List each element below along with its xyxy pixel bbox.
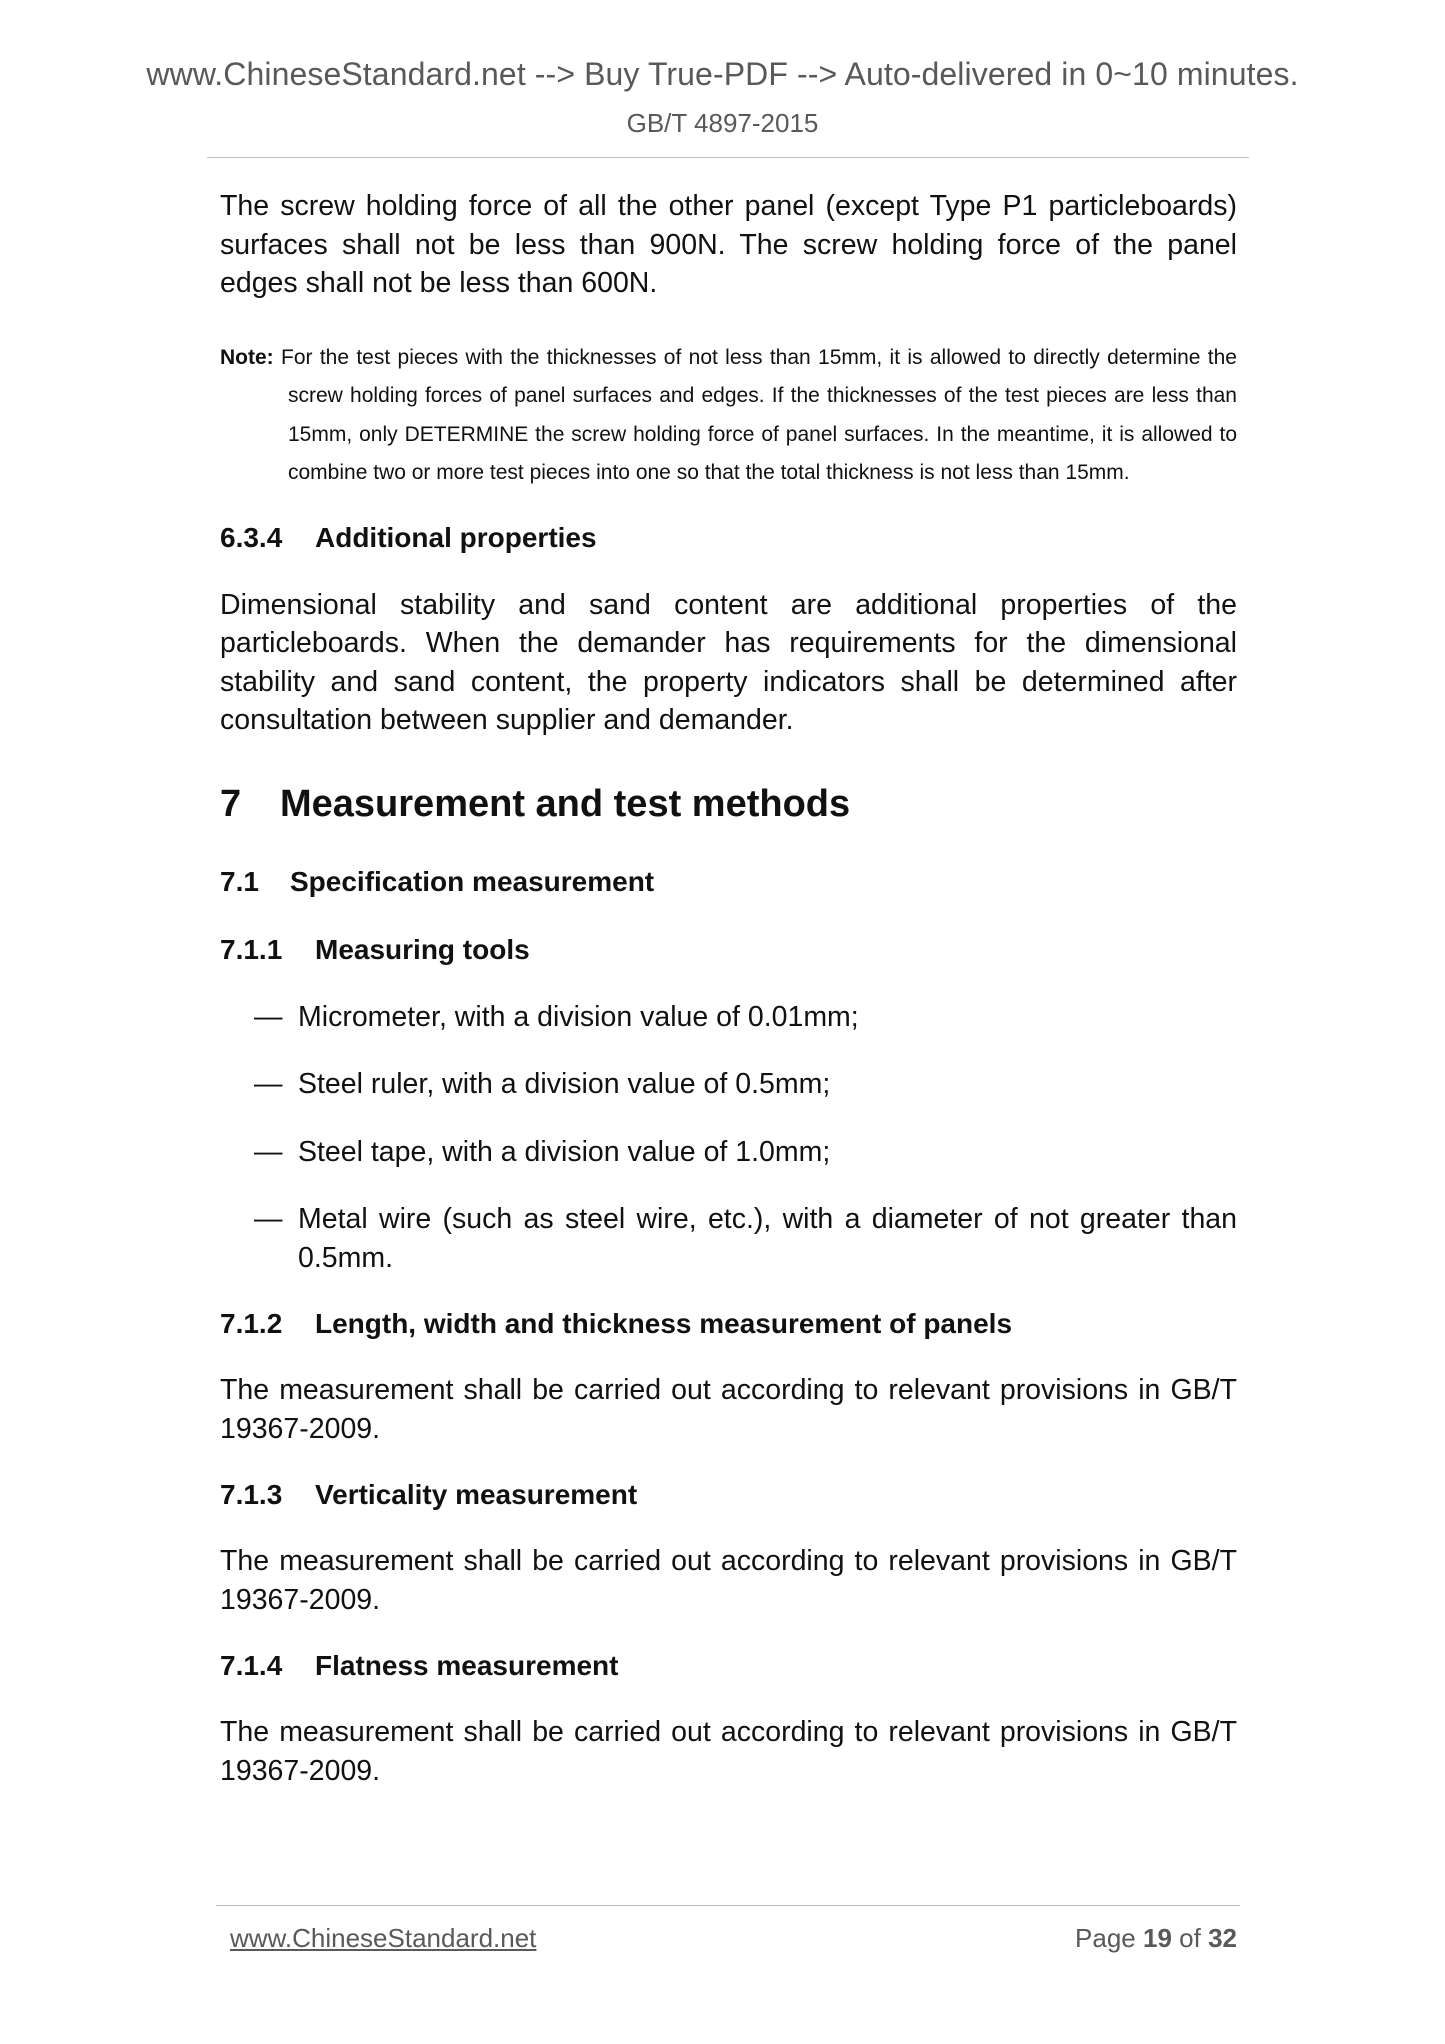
- section-title: Additional properties: [315, 521, 597, 553]
- total-pages: 32: [1208, 1923, 1237, 1953]
- section-number: 7.1.2: [220, 1308, 283, 1339]
- footer-divider: [216, 1905, 1240, 1906]
- list-item: — Micrometer, with a division value of 0.01mm;: [220, 998, 1237, 1037]
- section-number: 7.1.3: [220, 1479, 283, 1510]
- list-item: — Steel tape, with a division value of 1.0mm;: [220, 1133, 1237, 1172]
- heading-7: [220, 780, 1237, 828]
- section-title: Flatness measurement: [315, 1650, 619, 1681]
- heading-7-1-1: [220, 931, 1237, 969]
- chapter-title: Measurement and test methods: [280, 782, 851, 825]
- note-text: For the test pieces with the thicknesses of not less than 15mm, it is allowed to directly determine the screw holding forces of panel surfaces and edges. If the thicknesses of the test pieces are less than 15mm, only DETERMINE the screw holding force of panel surfaces. In the meantime, it is allowed to combine two or more test pieces into one so that the total thickness is not less than 15mm.: [281, 345, 1237, 484]
- heading-7-1-3: [220, 1476, 1237, 1514]
- flatness-text: The measurement shall be carried out according to relevant provisions in GB/T 19367-2009.: [220, 1716, 1237, 1787]
- header-divider: [207, 157, 1249, 158]
- current-page: 19: [1143, 1923, 1172, 1953]
- heading-7-1: [220, 863, 1237, 901]
- measuring-tools-list: [220, 998, 1237, 1278]
- section-title: Specification measurement: [290, 865, 655, 897]
- note: [220, 339, 1237, 493]
- length-width-text: The measurement shall be carried out according to relevant provisions in GB/T 19367-2009.: [220, 1374, 1237, 1445]
- section-number: 7.1.4: [220, 1650, 283, 1681]
- note-label: Note:: [220, 345, 274, 369]
- header-banner: www.ChineseStandard.net --> Buy True-PDF --> Auto-delivered in 0~10 minutes.: [146, 56, 1299, 92]
- heading-6-3-4: [220, 519, 1237, 557]
- intro-paragraph: The screw holding force of all the other panel (except Type P1 particleboards) surfaces shall not be less than 900N. The screw holding force of the panel edges shall not be less than 600N.: [220, 190, 1237, 299]
- dash-mark: —: [254, 1000, 283, 1033]
- section-title: Length, width and thickness measurement of panels: [315, 1308, 1013, 1339]
- section-number: 7.1.1: [220, 933, 283, 965]
- dash-mark: —: [254, 1135, 283, 1168]
- standard-code: GB/T 4897-2015: [626, 108, 819, 138]
- dash-mark: —: [254, 1068, 283, 1100]
- dash-mark: —: [254, 1203, 283, 1235]
- page-indicator: Page 19 of 32: [1075, 1923, 1237, 1953]
- heading-7-1-2: [220, 1305, 1237, 1343]
- section-title: Verticality measurement: [315, 1479, 638, 1510]
- verticality-text: The measurement shall be carried out according to relevant provisions in GB/T 19367-2009.: [220, 1545, 1237, 1616]
- page-content: [220, 187, 1237, 1790]
- list-item: — Metal wire (such as steel wire, etc.), with a diameter of not greater than 0.5mm.: [220, 1200, 1237, 1277]
- chapter-number: 7: [220, 782, 242, 825]
- section-number: 6.3.4: [220, 521, 283, 553]
- footer-website-link[interactable]: www.ChineseStandard.net: [230, 1923, 537, 1953]
- heading-7-1-4: [220, 1647, 1237, 1685]
- additional-properties-text: Dimensional stability and sand content are additional properties of the particleboards. When the demander has requirements for the dimensional stability and sand content, the property indicators shall be determined after consultation between supplier and demander.: [220, 588, 1237, 736]
- section-title: Measuring tools: [315, 933, 530, 965]
- section-number: 7.1: [220, 865, 259, 897]
- list-item: — Steel ruler, with a division value of 0.5mm;: [220, 1065, 1237, 1104]
